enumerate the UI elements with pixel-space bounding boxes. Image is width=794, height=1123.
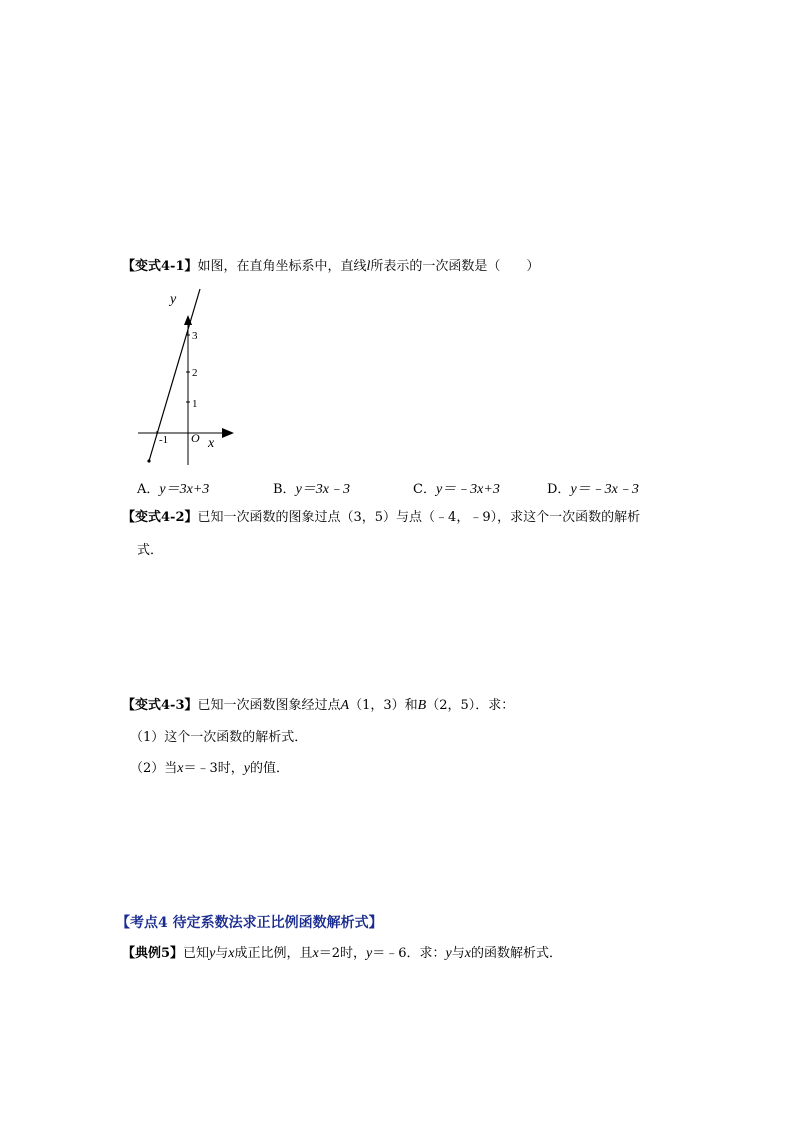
example-5 — [122, 945, 562, 963]
question-text: 已知一次函数的图象过点（3，5）与点（﹣4，﹣9），求这个一次函数的解析 — [197, 510, 641, 525]
question-4-1 — [122, 258, 539, 276]
var-b: B — [417, 698, 427, 713]
example-text: 成正比例，且 — [234, 946, 313, 961]
sub-text: （2）当 — [130, 761, 178, 776]
option-label: C． — [413, 482, 436, 497]
x-axis-arrow — [222, 428, 234, 438]
example-tag: 【典例5】 — [122, 946, 184, 961]
var-x: x — [312, 946, 319, 961]
tick-label-y1: 1 — [192, 398, 198, 410]
option-expr: y＝﹣3x+3 — [435, 482, 500, 497]
tick-label-xm1: -1 — [159, 434, 169, 446]
example-text: ＝2时， — [318, 946, 367, 961]
question-text: 如图，在直角坐标系中，直线 — [197, 259, 367, 274]
option-d — [547, 478, 639, 498]
example-text: 的函数解析式． — [470, 946, 562, 961]
tick-label-y2: 2 — [192, 367, 198, 379]
option-b — [273, 478, 350, 498]
var-y: y — [366, 946, 373, 961]
option-expr: y＝3x﹣3 — [295, 482, 350, 497]
example-text: ＝﹣6．求： — [372, 946, 446, 961]
example-text: 与 — [451, 946, 465, 961]
var-l: l — [366, 259, 371, 274]
question-text: （2，5）．求： — [426, 698, 515, 713]
var-x: x — [177, 761, 184, 776]
question-4-2 — [122, 509, 640, 527]
sub-question-1: （1）这个一次函数的解析式． — [130, 730, 308, 745]
var-x: x — [228, 946, 235, 961]
question-tag: 【变式4-3】 — [122, 698, 198, 713]
question-text: 已知一次函数图象经过点 — [197, 698, 341, 713]
sub-text: ＝﹣3时， — [183, 761, 244, 776]
question-text: （1，3）和 — [349, 698, 418, 713]
section-heading: 【考点4 待定系数法求正比例函数解析式】 — [116, 915, 383, 931]
x-axis-label: x — [208, 436, 215, 451]
var-x: x — [464, 946, 471, 961]
option-expr: y＝3x+3 — [159, 482, 210, 497]
origin-label: O — [191, 431, 200, 445]
option-a — [137, 478, 209, 498]
var-y: y — [445, 946, 452, 961]
question-tag: 【变式4-1】 — [122, 259, 198, 274]
option-c — [413, 478, 500, 498]
example-text: 与 — [215, 946, 229, 961]
var-a: A — [340, 698, 350, 713]
y-axis-label: y — [170, 292, 177, 307]
tick-label-y3: 3 — [192, 330, 198, 342]
var-y: y — [209, 946, 216, 961]
coordinate-graph — [130, 285, 250, 470]
example-text: 已知 — [183, 946, 210, 961]
sub-question-2 — [130, 760, 289, 778]
option-label: B． — [273, 482, 296, 497]
line-end-point — [147, 459, 150, 462]
question-text: 所表示的一次函数是（ ） — [370, 259, 540, 274]
sub-text: 的值． — [250, 761, 290, 776]
var-y: y — [243, 761, 250, 776]
option-label: A． — [137, 482, 160, 497]
option-label: D． — [547, 482, 571, 497]
question-4-3 — [122, 697, 514, 715]
question-4-2-cont: 式． — [137, 543, 164, 558]
question-tag: 【变式4-2】 — [122, 510, 198, 525]
option-expr: y＝﹣3x﹣3 — [570, 482, 639, 497]
